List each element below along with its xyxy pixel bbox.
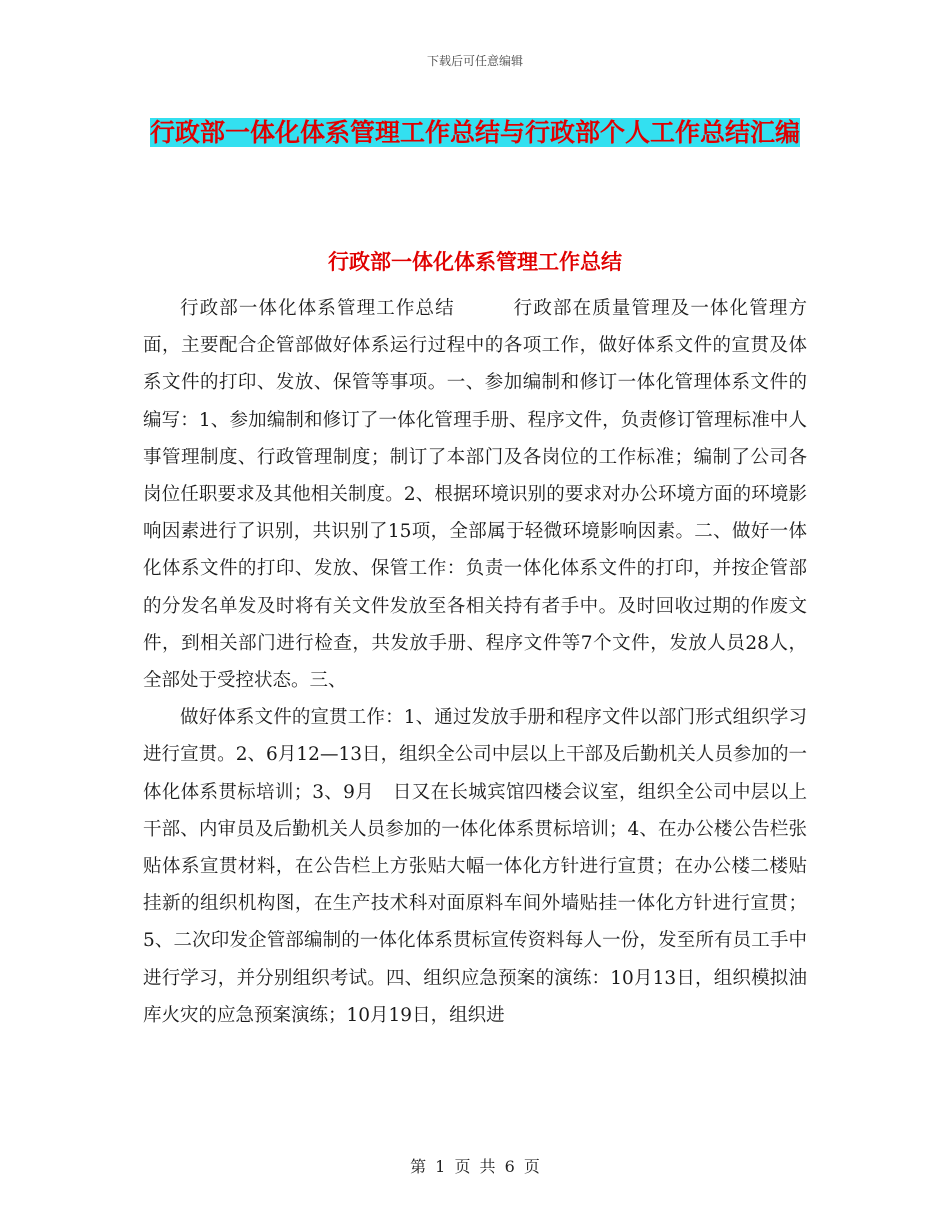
header-note: 下载后可任意编辑 bbox=[426, 54, 523, 68]
document-title-text: 行政部一体化体系管理工作总结与行政部个人工作总结汇编 bbox=[149, 118, 800, 147]
section-title: 行政部一体化体系管理工作总结 bbox=[328, 250, 622, 274]
body-paragraph: 做好体系文件的宣贯工作：1、通过发放手册和程序文件以部门形式组织学习进行宣贯。2、6月12—13日，组织全公司中层以上干部及后勤机关人员参加的一体化体系贯标培训；3、9月 日又在长城宾馆四楼会议室，组织全公司中层以上干部、内审员及后勤机关人员参加的一体化体系贯标培训；4、在办公楼公告栏张贴体系宣贯材料，在公告栏上方张贴大幅一体化方针进行宣贯；在办公楼二楼贴挂新的组织机构图，在生产技术科对面原料车间外墙贴挂一体化方针进行宣贯；5、二次印发企管部编制的一体化体系贯标宣传资料每人一份，发至所有员工手中进行学习，并分别组织考试。四、组织应急预案的演练：10月13日，组织模拟油库火灾的应急预案演练；10月19日，组织进 bbox=[143, 707, 807, 1026]
page-number: 第 1 页 共 6 页 bbox=[410, 1157, 540, 1176]
body-text bbox=[143, 290, 807, 1034]
body-paragraph: 行政部一体化体系管理工作总结 行政部在质量管理及一体化管理方面，主要配合企管部做好体系运行过程中的各项工作，做好体系文件的宣贯及体系文件的打印、发放、保管等事项。一、参加编制和修订一体化管理体系文件的编写：1、参加编制和修订了一体化管理手册、程序文件，负责修订管理标准中人事管理制度、行政管理制度；制订了本部门及各岗位的工作标准；编制了公司各岗位任职要求及其他相关制度。2、根据环境识别的要求对办公环境方面的环境影响因素进行了识别，共识别了15项，全部属于轻微环境影响因素。二、做好一体化体系文件的打印、发放、保管工作：负责一体化体系文件的打印，并按企管部的分发名单发及时将有关文件发放至各相关持有者手中。及时回收过期的作废文件，到相关部门进行检查，共发放手册、程序文件等7个文件，发放人员28人，全部处于受控状态。三、 bbox=[143, 298, 807, 692]
document-title bbox=[140, 108, 810, 158]
